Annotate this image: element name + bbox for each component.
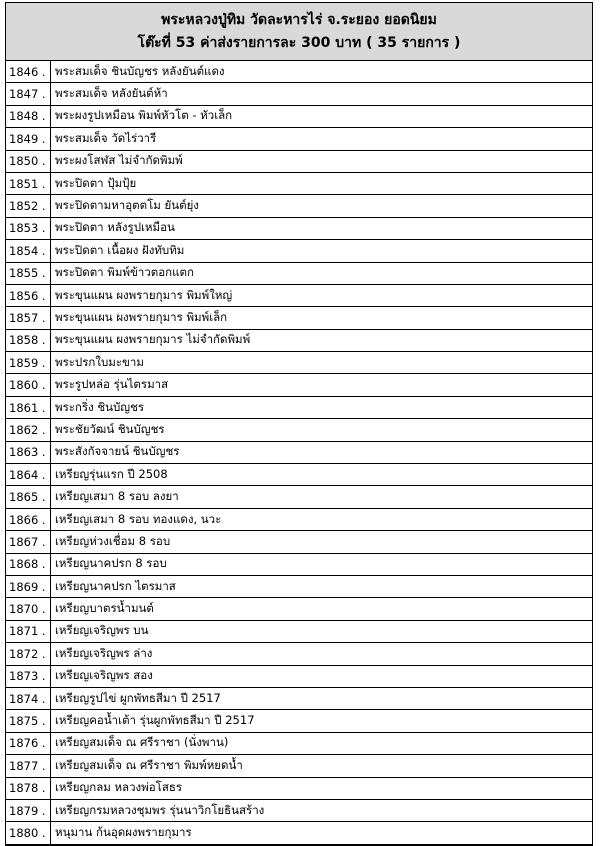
table-row xyxy=(6,777,592,799)
table-row xyxy=(6,643,592,665)
item-name: พระขุนแผน ผงพรายกุมาร ไม่จำกัดพิมพ์ xyxy=(51,329,593,351)
item-name: เหรียญเสมา 8 รอบ ลงยา xyxy=(51,486,593,508)
item-number: 1868 . xyxy=(6,553,51,575)
table-row xyxy=(6,553,592,575)
item-number: 1859 . xyxy=(6,352,51,374)
item-number: 1858 . xyxy=(6,329,51,351)
item-number: 1856 . xyxy=(6,284,51,306)
table-row xyxy=(6,598,592,620)
table-row xyxy=(6,710,592,732)
table-row xyxy=(6,575,592,597)
item-name: พระสมเด็จ ชินบัญชร หลังยันต์แดง xyxy=(51,61,593,83)
table-row xyxy=(6,61,592,83)
item-name: เหรียญสมเด็จ ณ ศรีราชา พิมพ์หยดน้ำ xyxy=(51,755,593,777)
table-row xyxy=(6,464,592,486)
table-row xyxy=(6,486,592,508)
item-number: 1873 . xyxy=(6,665,51,687)
item-name: พระผงโสฬส ไม่จำกัดพิมพ์ xyxy=(51,150,593,172)
item-number: 1851 . xyxy=(6,172,51,194)
item-name: เหรียญบาตรน้ำมนต์ xyxy=(51,598,593,620)
table-row xyxy=(6,687,592,709)
table-row xyxy=(6,419,592,441)
header-subtitle: โต๊ะที่ 53 ค่าส่งรายการละ 300 บาท ( 35 รายการ ) xyxy=(137,34,461,51)
item-name: เหรียญเจริญพร สอง xyxy=(51,665,593,687)
item-name: หนุมาน ก้นอุดผงพรายกุมาร xyxy=(51,822,593,844)
item-name: เหรียญนาคปรก ไตรมาส xyxy=(51,575,593,597)
item-number: 1860 . xyxy=(6,374,51,396)
table-row xyxy=(6,284,592,306)
table-row xyxy=(6,329,592,351)
listing-header xyxy=(6,3,592,61)
item-name: เหรียญเจริญพร ล่าง xyxy=(51,643,593,665)
table-row xyxy=(6,262,592,284)
item-number: 1870 . xyxy=(6,598,51,620)
table-row xyxy=(6,307,592,329)
item-number: 1849 . xyxy=(6,128,51,150)
table-row xyxy=(6,128,592,150)
table-row xyxy=(6,799,592,821)
table-row xyxy=(6,150,592,172)
item-number: 1869 . xyxy=(6,575,51,597)
item-number: 1872 . xyxy=(6,643,51,665)
listing-sheet xyxy=(5,2,593,846)
item-number: 1864 . xyxy=(6,464,51,486)
item-name: พระปิดตา หลังรูปเหมือน xyxy=(51,217,593,239)
table-row xyxy=(6,105,592,127)
item-name: พระสังกัจจายน์ ชินบัญชร xyxy=(51,441,593,463)
item-name: พระสมเด็จ วัดไร่วารี xyxy=(51,128,593,150)
table-row xyxy=(6,755,592,777)
item-number: 1857 . xyxy=(6,307,51,329)
table-row xyxy=(6,217,592,239)
item-name: เหรียญรูปไข่ ผูกพัทธสีมา ปี 2517 xyxy=(51,687,593,709)
item-name: เหรียญเสมา 8 รอบ ทองแดง, นวะ xyxy=(51,508,593,530)
item-name: พระผงรูปเหมือน พิมพ์หัวโต - หัวเล็ก xyxy=(51,105,593,127)
table-row xyxy=(6,822,592,844)
table-row xyxy=(6,531,592,553)
item-name: พระชัยวัฒน์ ชินบัญชร xyxy=(51,419,593,441)
item-name: พระขุนแผน ผงพรายกุมาร พิมพ์เล็ก xyxy=(51,307,593,329)
items-table-body xyxy=(6,61,592,844)
item-name: เหรียญนาคปรก 8 รอบ xyxy=(51,553,593,575)
table-row xyxy=(6,665,592,687)
item-name: เหรียญห่วงเชื่อม 8 รอบ xyxy=(51,531,593,553)
item-name: พระปิดตา เนื้อผง ฝังทับทิม xyxy=(51,240,593,262)
item-name: พระกริ่ง ชินบัญชร xyxy=(51,396,593,418)
item-name: พระปิดตามหาอุตตโม ยันต์ยุ่ง xyxy=(51,195,593,217)
item-name: เหรียญเจริญพร บน xyxy=(51,620,593,642)
item-number: 1855 . xyxy=(6,262,51,284)
item-name: พระขุนแผน ผงพรายกุมาร พิมพ์ใหญ่ xyxy=(51,284,593,306)
item-name: พระปิดตา ปุ้มปุ้ย xyxy=(51,172,593,194)
table-row xyxy=(6,172,592,194)
item-number: 1866 . xyxy=(6,508,51,530)
table-row xyxy=(6,374,592,396)
item-number: 1863 . xyxy=(6,441,51,463)
table-row xyxy=(6,352,592,374)
item-number: 1865 . xyxy=(6,486,51,508)
table-row xyxy=(6,620,592,642)
table-row xyxy=(6,508,592,530)
table-row xyxy=(6,732,592,754)
item-number: 1880 . xyxy=(6,822,51,844)
item-number: 1874 . xyxy=(6,687,51,709)
item-number: 1878 . xyxy=(6,777,51,799)
item-number: 1846 . xyxy=(6,61,51,83)
item-number: 1875 . xyxy=(6,710,51,732)
items-table xyxy=(6,61,592,845)
item-number: 1854 . xyxy=(6,240,51,262)
item-number: 1853 . xyxy=(6,217,51,239)
item-name: เหรียญกรมหลวงชุมพร รุ่นนาวิกโยธินสร้าง xyxy=(51,799,593,821)
item-number: 1847 . xyxy=(6,83,51,105)
table-row xyxy=(6,441,592,463)
item-name: พระสมเด็จ หลังยันต์ห้า xyxy=(51,83,593,105)
item-name: พระปรกใบมะขาม xyxy=(51,352,593,374)
table-row xyxy=(6,83,592,105)
item-number: 1877 . xyxy=(6,755,51,777)
item-number: 1879 . xyxy=(6,799,51,821)
table-row xyxy=(6,195,592,217)
item-number: 1867 . xyxy=(6,531,51,553)
item-name: เหรียญสมเด็จ ณ ศรีราชา (นั่งพาน) xyxy=(51,732,593,754)
item-name: เหรียญคอน้ำเต้า รุ่นผูกพัทธสีมา ปี 2517 xyxy=(51,710,593,732)
item-number: 1871 . xyxy=(6,620,51,642)
item-name: เหรียญรุ่นแรก ปี 2508 xyxy=(51,464,593,486)
item-number: 1876 . xyxy=(6,732,51,754)
item-name: พระรูปหล่อ รุ่นไตรมาส xyxy=(51,374,593,396)
table-row xyxy=(6,240,592,262)
item-number: 1852 . xyxy=(6,195,51,217)
header-title: พระหลวงปู่ทิม วัดละหารไร่ จ.ระยอง ยอดนิยม xyxy=(161,11,437,28)
item-number: 1850 . xyxy=(6,150,51,172)
item-name: เหรียญกลม หลวงพ่อโสธร xyxy=(51,777,593,799)
item-number: 1862 . xyxy=(6,419,51,441)
table-row xyxy=(6,396,592,418)
item-name: พระปิดตา พิมพ์ข้าวตอกแตก xyxy=(51,262,593,284)
item-number: 1848 . xyxy=(6,105,51,127)
item-number: 1861 . xyxy=(6,396,51,418)
